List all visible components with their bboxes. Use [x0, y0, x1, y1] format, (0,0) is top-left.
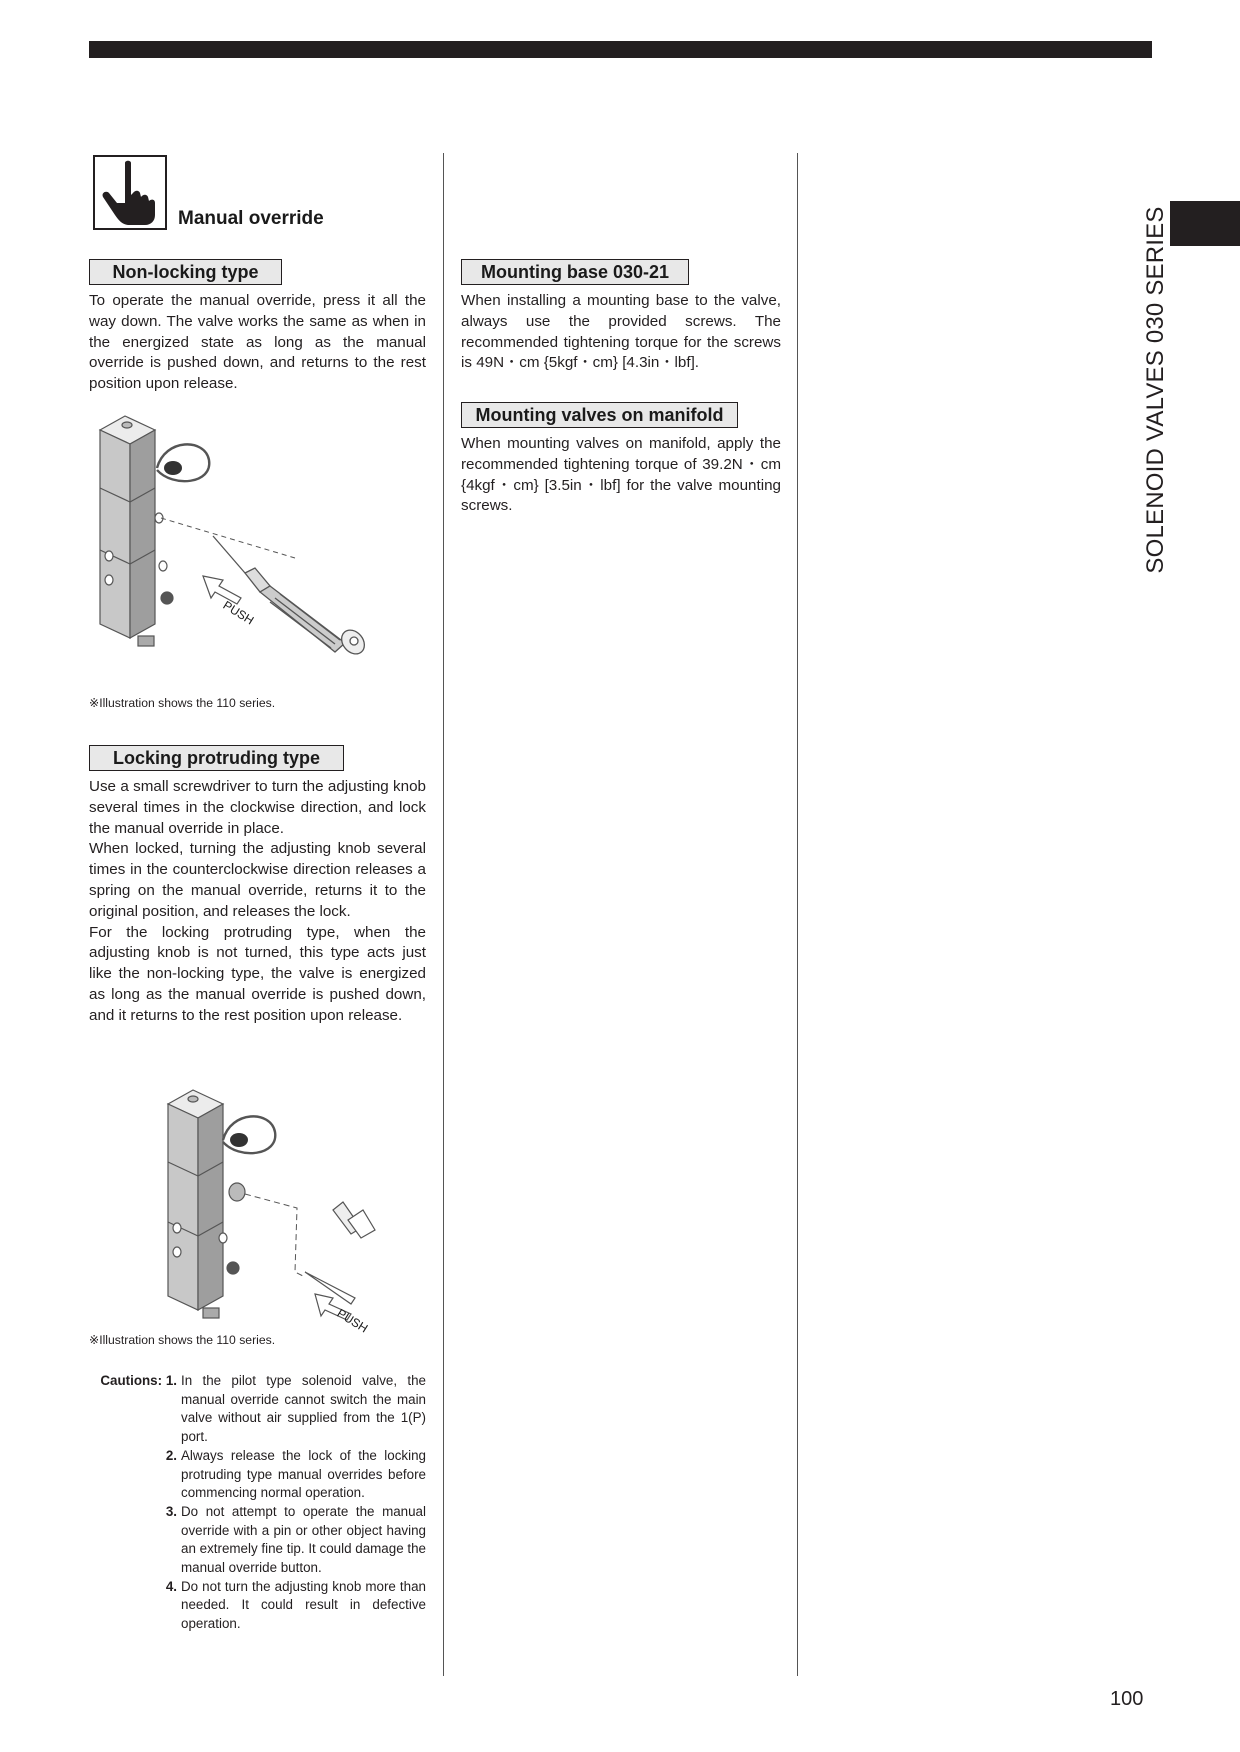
section-tab [1170, 201, 1240, 246]
pointing-hand-icon [93, 155, 167, 230]
illustration-note: ※Illustration shows the 110 series. [89, 1333, 276, 1347]
mounting-base-text: When installing a mounting base to the valve, always use the provided screws. The recommended tightening torque for the screws is 49N・cm {5kgf・cm} [4.3in・lbf]. [461, 292, 781, 372]
non-locking-heading: Non-locking type [89, 259, 282, 285]
locking-heading: Locking protruding type [89, 745, 344, 771]
illustration-note: ※Illustration shows the 110 series. [89, 696, 276, 710]
cautions-list [89, 1372, 426, 1634]
locking-paragraph: Use a small screwdriver to turn the adjusting knob several times in the clockwise direction, and lock the manual override in place. [89, 778, 426, 837]
section-title: Manual override [178, 208, 324, 229]
non-locking-text: To operate the manual override, press it all the way down. The valve works the same as when in the energized state as long as the manual override is pushed down, and returns to the rest position upon release. [89, 292, 426, 393]
page-number: 100 [1110, 1688, 1144, 1710]
caution-item: 2. Always release the lock of the locking protruding type manual overrides before commencing normal operation. [165, 1447, 426, 1501]
mounting-manifold-heading: Mounting valves on manifold [461, 402, 738, 428]
locking-paragraph: When locked, turning the adjusting knob several times in the counterclockwise direction releases a spring on the manual override, returns it to the original position, and releases the lock. [89, 840, 426, 920]
push-label: PUSH [334, 1306, 371, 1336]
locking-paragraph: For the locking protruding type, when the adjusting knob is not turned, this type acts just like the non-locking type, the valve is energized as long as the manual override is pushed down, and it returns to the rest position upon release. [89, 923, 426, 1024]
caution-item: 4. Do not turn the adjusting knob more than needed. It could result in defective operation. [165, 1578, 426, 1632]
non-locking-illustration [95, 408, 415, 668]
mounting-base-heading: Mounting base 030-21 [461, 259, 689, 285]
locking-text [89, 777, 426, 1027]
push-label: PUSH [220, 598, 257, 628]
header-bar [89, 41, 1152, 58]
column-divider [797, 153, 798, 1676]
mounting-manifold-text: When mounting valves on manifold, apply the recommended tightening torque of 39.2N・cm {4kgf・cm} [3.5in・lbf] for the valve mounting screws. [461, 435, 781, 515]
caution-item: 3. Do not attempt to operate the manual override with a pin or other object having an extremely fine tip. It could damage the manual override button. [165, 1503, 426, 1576]
column-divider [443, 153, 444, 1676]
locking-illustration [165, 1082, 425, 1342]
caution-item: Cautions: 1. In the pilot type solenoid valve, the manual override cannot switch the main valve without air supplied from the 1(P) port. [100, 1373, 426, 1445]
